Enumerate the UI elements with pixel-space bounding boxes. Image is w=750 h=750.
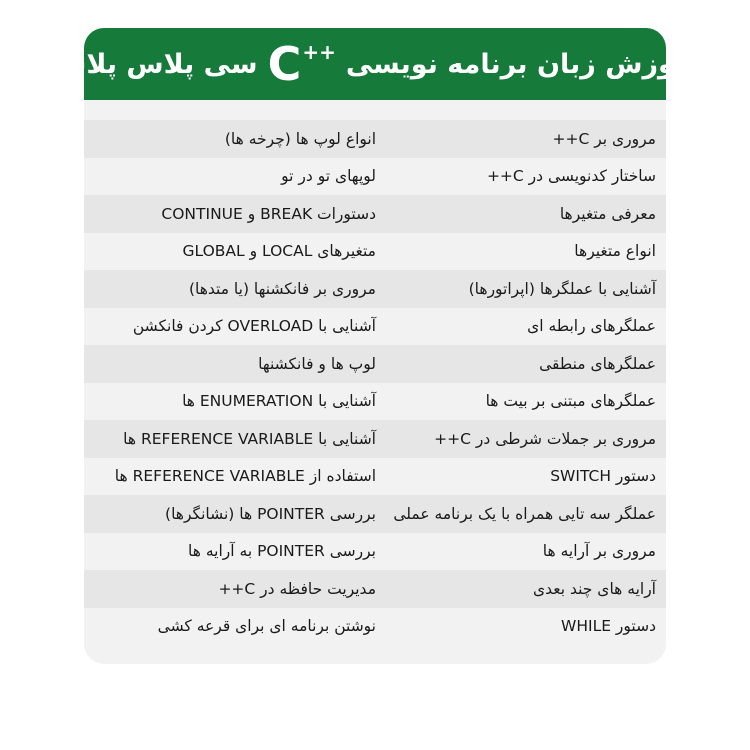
table-row xyxy=(84,158,666,196)
course-card xyxy=(49,28,701,664)
table-row xyxy=(84,308,666,346)
topic-right: معرفی متغیرها xyxy=(559,204,656,223)
topic-right: عملگر سه تایی همراه با یک برنامه عملی xyxy=(393,504,656,523)
topic-right: ساختار کدنویسی در C++ xyxy=(486,167,656,186)
topic-right: مروری بر آرایه ها xyxy=(542,542,656,561)
table-row xyxy=(84,420,666,458)
topic-left: لوپهای تو در تو xyxy=(281,167,376,186)
topic-right: دستور SWITCH xyxy=(550,467,656,486)
topic-left: متغیرهای LOCAL و GLOBAL xyxy=(182,242,376,261)
topic-right: آرایه های چند بعدی xyxy=(533,579,656,598)
topic-left: آشنایی با ENUMERATION ها xyxy=(182,392,376,411)
table-row xyxy=(84,458,666,496)
table-row xyxy=(84,233,666,271)
topic-right: عملگرهای رابطه ای xyxy=(527,317,656,336)
topic-right: مروری بر C++ xyxy=(552,129,656,148)
topic-left: بررسی POINTER به آرایه ها xyxy=(188,542,376,561)
table-row xyxy=(84,383,666,421)
topic-right: مروری بر جملات شرطی در C++ xyxy=(434,429,656,448)
topic-left: لوپ ها و فانکشنها xyxy=(258,354,376,373)
table-row xyxy=(84,608,666,646)
table-row xyxy=(84,533,666,571)
topic-left: استفاده از REFERENCE VARIABLE ها xyxy=(114,467,376,486)
topic-right: عملگرهای مبتنی بر بیت ها xyxy=(485,392,656,411)
topic-right: عملگرهای منطقی xyxy=(539,354,656,373)
cpp-logo-letter: C xyxy=(267,37,302,91)
header-banner xyxy=(49,28,701,100)
topic-left: آشنایی با OVERLOAD کردن فانکشن xyxy=(132,317,376,336)
header-title-line xyxy=(49,37,701,91)
table-row xyxy=(84,120,666,158)
table-row xyxy=(84,570,666,608)
topic-left: دستورات BREAK و CONTINUE xyxy=(161,204,376,223)
topics-table xyxy=(84,120,666,645)
topic-left: بررسی POINTER ها (نشانگرها) xyxy=(165,504,376,523)
topic-left: آشنایی با REFERENCE VARIABLE ها xyxy=(123,429,376,448)
topic-left: مروری بر فانکشنها (یا متدها) xyxy=(188,279,376,298)
topic-left: نوشتن برنامه ای برای قرعه کشی xyxy=(157,617,376,636)
table-row xyxy=(84,195,666,233)
topic-right: انواع متغیرها xyxy=(574,242,656,261)
cpp-logo xyxy=(267,37,336,91)
table-row xyxy=(84,345,666,383)
topic-right: دستور WHILE xyxy=(561,617,656,636)
table-row xyxy=(84,270,666,308)
header-subtitle: سی پلاس پلاس xyxy=(49,48,258,80)
topic-left: انواع لوپ ها (چرخه ها) xyxy=(224,129,376,148)
topic-left: مدیریت حافظه در C++ xyxy=(218,579,376,598)
topic-right: آشنایی با عملگرها (اپراتورها) xyxy=(468,279,656,298)
table-row xyxy=(84,495,666,533)
cpp-logo-plus: ++ xyxy=(302,40,336,64)
header-title: آموزش زبان برنامه نویسی xyxy=(345,48,701,80)
